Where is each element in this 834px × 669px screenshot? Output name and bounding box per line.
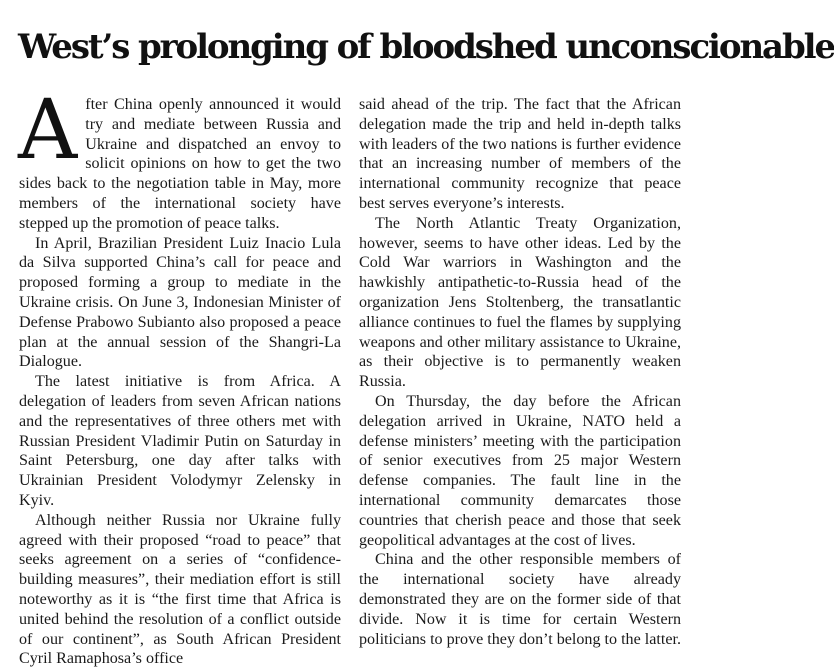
article-paragraph: In April, Brazilian President Luiz Inacio Lula da Silva supported China’s call for peace and proposed forming a group to mediate in the Ukraine crisis. On June 3, Indonesian Minister of Defense Prabowo Subianto also proposed a peace plan at the annual session of the Shangri-La Dialogue.	[19, 234, 341, 371]
article-paragraph: On Thursday, the day before the African delegation arrived in Ukraine, NATO held a defense ministers’ meeting with the participation of senior executives from 25 major Western defense companies. The fault line in the international community demarcates those countries that cherish peace and those that seek geopolitical advantages at the cost of lives.	[359, 392, 681, 549]
article-headline: West’s prolonging of bloodshed unconscionable	[18, 27, 834, 67]
paragraph-text: fter China openly announced it would try and mediate between Russia and Ukraine and dispatched an envoy to solicit opinions on how to get the two sides back to the negotiation table in May, more members of the international society have stepped up the promotion of peace talks.	[19, 96, 341, 232]
article-paragraph: The latest initiative is from Africa. A delegation of leaders from seven African nations and the representatives of three others met with Russian President Vladimir Putin on Saturday in Saint Petersburg, one day after talks with Ukrainian President Volodymyr Zelensky in Kyiv.	[19, 373, 341, 509]
article-column-left	[18, 83, 341, 669]
article-paragraph	[18, 83, 341, 234]
article-paragraph: China and the other responsible members of the international society have already demonstrated they are on the former side of that divide. Now it is time for certain Western politicians to prove they don’t belong to the latter.	[359, 551, 681, 648]
article-paragraph: The North Atlantic Treaty Organization, however, seems to have other ideas. Led by the Cold War warriors in Washington and the hawkishly antipathetic-to-Russia head of the organization Jens Stoltenberg, the transatlantic alliance continues to fuel the flames by supplying weapons and other military assistance to Ukraine, as their objective is to permanently weaken Russia.	[359, 214, 681, 391]
article-paragraph: said ahead of the trip. The fact that the African delegation made the trip and held in-depth talks with leaders of the two nations is further evidence that an increasing number of members of the international community recognize that peace best serves everyone’s interests.	[359, 96, 681, 212]
article-paragraph: Although neither Russia nor Ukraine fully agreed with their proposed “road to peace” that seeks agreement on a series of “confidence-building measures”, their mediation effort is still noteworthy as it is “the first time that Africa is united behind the resolution of a conflict outside of our continent”, as South African President Cyril Ramaphosa’s office	[19, 511, 341, 668]
article-column-right	[359, 95, 681, 649]
drop-cap: A	[18, 83, 78, 178]
